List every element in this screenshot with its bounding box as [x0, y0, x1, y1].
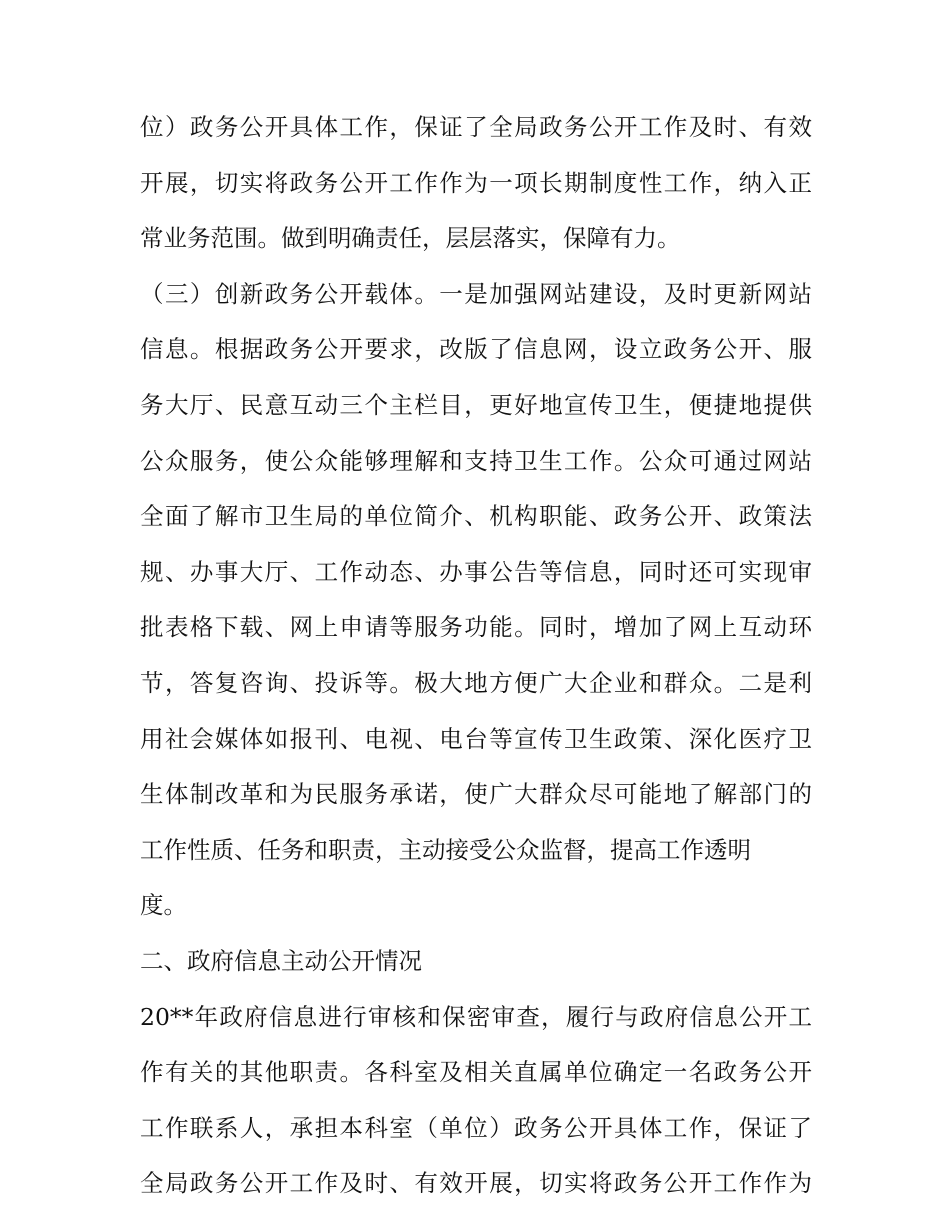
section-heading: 二、政府信息主动公开情况 [140, 946, 422, 975]
text-line: 用社会媒体如报刊、电视、电台等宣传卫生政策、深化医疗卫 [140, 724, 812, 753]
text-line: 开展，切实将政务公开工作作为一项长期制度性工作，纳入正 [140, 168, 812, 197]
text-line: 度。 [140, 891, 187, 920]
text-line: 位）政务公开具体工作，保证了全局政务公开工作及时、有效 [140, 113, 812, 141]
text-line: 务大厅、民意互动三个主栏目，更好地宣传卫生，便捷地提供 [140, 390, 812, 419]
text-line: 全面了解市卫生局的单位简介、机构职能、政务公开、政策法 [140, 502, 812, 531]
text-line: 常业务范围。做到明确责任，层层落实，保障有力。 [140, 224, 681, 253]
text-line: 信息。根据政务公开要求，改版了信息网，设立政务公开、服 [140, 335, 812, 364]
document-body [140, 100, 812, 1212]
text-line: 生体制改革和为民服务承诺，使广大群众尽可能地了解部门的 [140, 780, 812, 809]
text-line: 工作性质、任务和职责，主动接受公众监督，提高工作透明 [140, 835, 751, 864]
text-line: 20**年政府信息进行审核和保密审查，履行与政府信息公开工 [140, 1002, 812, 1031]
text-line: （三）创新政务公开载体。一是加强网站建设，及时更新网站 [140, 279, 812, 308]
text-line: 工作联系人，承担本科室（单位）政务公开具体工作，保证了 [140, 1113, 812, 1142]
text-line: 节，答复咨询、投诉等。极大地方便广大企业和群众。二是利 [140, 668, 812, 697]
text-line: 公众服务，使公众能够理解和支持卫生工作。公众可通过网站 [140, 446, 812, 475]
text-line: 规、办事大厅、工作动态、办事公告等信息，同时还可实现审 [140, 557, 812, 586]
text-line: 批表格下载、网上申请等服务功能。同时，增加了网上互动环 [140, 613, 812, 642]
text-line: 全局政务公开工作及时、有效开展，切实将政务公开工作作为 [140, 1169, 812, 1198]
text-line: 作有关的其他职责。各科室及相关直属单位确定一名政务公开 [140, 1058, 812, 1087]
